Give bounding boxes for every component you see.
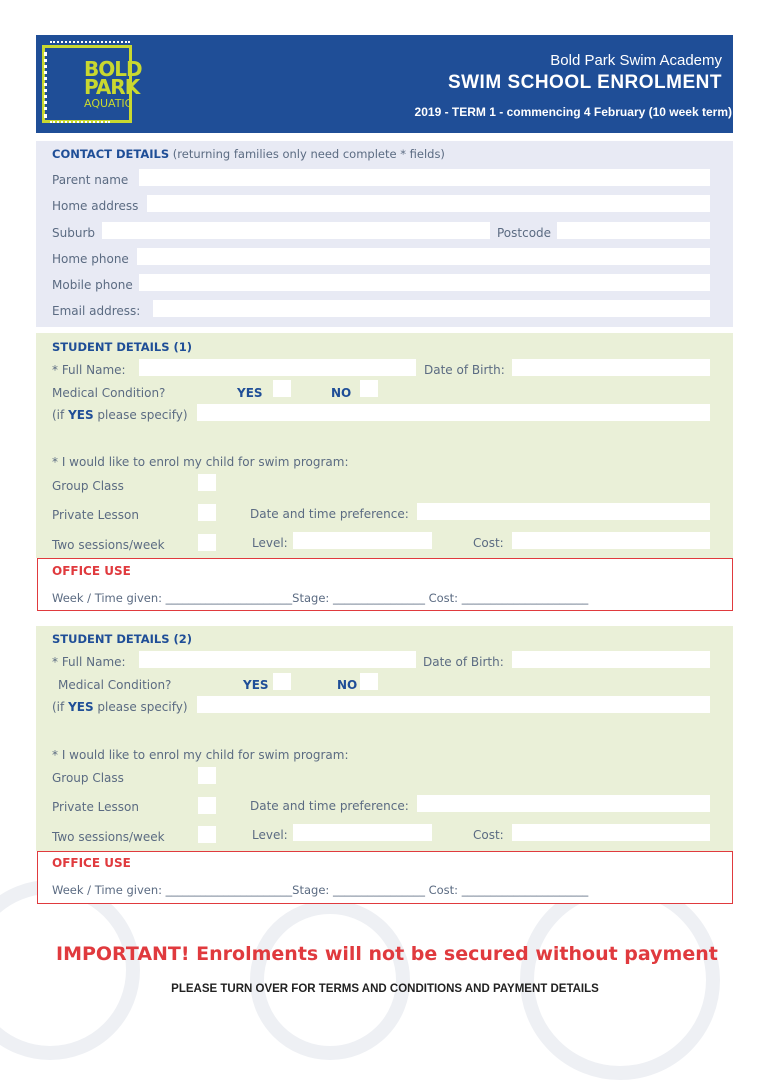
student-2-full-name-field[interactable] xyxy=(139,651,416,668)
student-1-no-label: NO xyxy=(331,386,352,400)
background-swirl xyxy=(0,880,140,1060)
student-2-dob-label: Date of Birth: xyxy=(423,655,504,669)
postcode-field[interactable] xyxy=(557,222,710,239)
student-2-office-line: Week / Time given: ______________________Stage: ________________ Cost: ______________________ xyxy=(52,883,589,897)
parent-name-label: Parent name xyxy=(52,173,129,187)
student-2-group-checkbox[interactable] xyxy=(198,767,216,784)
home-address-label: Home address xyxy=(52,199,139,213)
home-phone-field[interactable] xyxy=(137,248,710,265)
student-2-no-checkbox[interactable] xyxy=(360,673,378,690)
student-2-group-label: Group Class xyxy=(52,771,124,785)
student-1-office-title: OFFICE USE xyxy=(52,564,131,578)
student-1-specify-label: (if YES please specify) xyxy=(52,408,188,422)
student-1-level-label: Level: xyxy=(252,536,288,550)
student-1-yes-label: YES xyxy=(237,386,263,400)
student-2-date-pref-label: Date and time preference: xyxy=(250,799,409,813)
student-2-private-checkbox[interactable] xyxy=(198,797,216,814)
student-2-cost-label: Cost: xyxy=(473,828,504,842)
home-address-field[interactable] xyxy=(147,195,710,212)
student-2-heading: STUDENT DETAILS (2) xyxy=(52,632,192,646)
student-2-specify-field[interactable] xyxy=(197,696,710,713)
background-swirl xyxy=(250,900,410,1060)
student-2-yes-label: YES xyxy=(243,678,269,692)
logo-text: BOLD PARK xyxy=(84,57,142,99)
student-1-private-label: Private Lesson xyxy=(52,508,139,522)
logo-decoration xyxy=(44,52,51,118)
student-1-dob-label: Date of Birth: xyxy=(424,363,505,377)
student-1-cost-field[interactable] xyxy=(512,532,710,549)
student-1-no-checkbox[interactable] xyxy=(360,380,378,397)
email-label: Email address: xyxy=(52,304,141,318)
background-swirl xyxy=(520,880,720,1080)
student-2-no-label: NO xyxy=(337,678,358,692)
student-1-specify-field[interactable] xyxy=(197,404,710,421)
student-2-cost-field[interactable] xyxy=(512,824,710,841)
home-phone-label: Home phone xyxy=(52,252,129,266)
student-2-medical-label: Medical Condition? xyxy=(58,678,172,692)
student-2-date-pref-field[interactable] xyxy=(417,795,710,812)
student-1-full-name-field[interactable] xyxy=(139,359,416,376)
important-notice: IMPORTANT! Enrolments will not be secured without payment xyxy=(56,943,718,965)
student-2-office-title: OFFICE USE xyxy=(52,856,131,870)
student-1-yes-checkbox[interactable] xyxy=(273,380,291,397)
student-1-level-field[interactable] xyxy=(293,532,432,549)
email-field[interactable] xyxy=(153,300,710,317)
student-1-date-pref-label: Date and time preference: xyxy=(250,507,409,521)
page-title: SWIM SCHOOL ENROLMENT xyxy=(447,72,722,93)
student-1-two-sessions-checkbox[interactable] xyxy=(198,534,216,551)
student-1-enrol-label: * I would like to enrol my child for swim program: xyxy=(52,455,349,469)
student-1-office-line: Week / Time given: ______________________Stage: ________________ Cost: ______________________ xyxy=(52,591,589,605)
student-1-full-name-label: * Full Name: xyxy=(52,363,126,377)
logo-decoration xyxy=(50,121,110,129)
student-1-group-checkbox[interactable] xyxy=(198,474,216,491)
suburb-field[interactable] xyxy=(102,222,490,239)
student-2-level-field[interactable] xyxy=(293,824,432,841)
mobile-phone-field[interactable] xyxy=(139,274,710,291)
student-2-enrol-label: * I would like to enrol my child for swim program: xyxy=(52,748,349,762)
student-2-full-name-label: * Full Name: xyxy=(52,655,126,669)
contact-heading: CONTACT DETAILS (returning families only need complete * fields) xyxy=(52,147,445,161)
logo-decoration xyxy=(50,41,130,49)
student-1-private-checkbox[interactable] xyxy=(198,504,216,521)
student-1-date-pref-field[interactable] xyxy=(417,503,710,520)
mobile-phone-label: Mobile phone xyxy=(52,278,133,292)
student-2-yes-checkbox[interactable] xyxy=(273,673,291,690)
term-info: 2019 - TERM 1 - commencing 4 February (10 week term) xyxy=(414,105,732,119)
student-2-private-label: Private Lesson xyxy=(52,800,139,814)
logo-subtext: AQUATIC xyxy=(84,97,133,110)
student-1-medical-label: Medical Condition? xyxy=(52,386,166,400)
student-1-group-label: Group Class xyxy=(52,479,124,493)
student-2-specify-label: (if YES please specify) xyxy=(52,700,188,714)
turn-over-note: PLEASE TURN OVER FOR TERMS AND CONDITIONS AND PAYMENT DETAILS xyxy=(171,983,599,995)
student-2-level-label: Level: xyxy=(252,828,288,842)
student-2-dob-field[interactable] xyxy=(512,651,710,668)
suburb-label: Suburb xyxy=(52,226,95,240)
parent-name-field[interactable] xyxy=(139,169,710,186)
student-1-cost-label: Cost: xyxy=(473,536,504,550)
student-2-two-sessions-label: Two sessions/week xyxy=(52,830,165,844)
student-1-heading: STUDENT DETAILS (1) xyxy=(52,340,192,354)
student-1-dob-field[interactable] xyxy=(512,359,710,376)
student-2-two-sessions-checkbox[interactable] xyxy=(198,826,216,843)
academy-name: Bold Park Swim Academy xyxy=(550,52,722,69)
student-1-two-sessions-label: Two sessions/week xyxy=(52,538,165,552)
postcode-label: Postcode xyxy=(497,226,552,240)
